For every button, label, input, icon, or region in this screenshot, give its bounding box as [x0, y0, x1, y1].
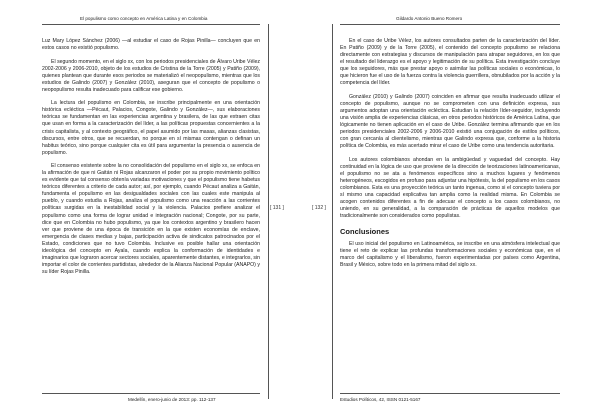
- paragraph: Luz Mary López Sánchez (2006) —al estudiar el caso de Rojas Pinilla— concluyen que en estos casos no existió populismo.: [42, 38, 260, 52]
- page-number: [ 132 ]: [312, 205, 326, 211]
- body-text: [340, 38, 560, 275]
- running-head: Gildardo Antonio Bueno Romero: [396, 16, 463, 21]
- paragraph: El uso inicial del populismo en Latinoamérica, se inscribe en una atmósfera intelectual que tiene el reto de explicar las profundas transformaciones sociales y económicas que, en el marco del capitalismo y el liberalismo, fueron experimentadas por países como Argentina, Brasil y México, sobre todo en la primera mitad del siglo xx.: [340, 240, 560, 268]
- right-page: [300, 0, 600, 415]
- paragraph: Los autores colombianos ahondan en la ambigüedad y vaguedad del concepto. Hay continuidad en la lógica de uso que proviene de la dirección de teorizaciones latinoamericanas, el populismo no se ata a fenómenos específicos sino a muchos lugares y fenómenos heterogéneos, escogidos en profuso para adjuntar una hipótesis, la del populismo en los casos colombianos. Esta es una proyección teórica un tanto ingenua, como si el concepto tuviera por sí mismo una capacidad explicativa tan amplia como la realidad misma. En Colombia se acogen contenidos diferentes a fin de adecuar el concepto a los casos colombianos, no uniendo, en su generalidad, a la comparación de prácticas de aquellos modelos que tradicionalmente son considerados como populistas.: [340, 156, 560, 220]
- footer: Estudios Políticos, 42, ISSN 0121-5167: [340, 397, 421, 402]
- paragraph: El segundo momento, en el siglo xx, con los periodos presidenciales de Álvaro Uribe Vélez 2002-2006 y 2006-2010, objeto de los estudios de Cristina de la Torre (2005) y Patiño (2009), quienes plantean que durante esos periodos se materializó el neopopulismo, mientras que los estudios de Galindo (2007) y González (2010), aseguran que el concepto de populismo o neopopulismo resulta inadecuado para calificar ese gobierno.: [42, 58, 260, 93]
- footer-rule: [340, 393, 560, 394]
- body-text: [42, 38, 260, 282]
- page-number: [ 131 ]: [270, 205, 284, 211]
- margin-rule: [332, 24, 333, 399]
- header-rule: [42, 24, 260, 25]
- running-head: El populismo como concepto en América Latina y en Colombia: [80, 16, 208, 21]
- section-heading: Conclusiones: [340, 226, 390, 236]
- footer: Medellín, enero-junio de 2013: pp. 112-137: [128, 397, 216, 402]
- margin-rule: [268, 24, 269, 399]
- paragraph: González (2010) y Galindo (2007) coinciden en afirmar que resulta inadecuado utilizar el concepto de populismo, aunque no se comprometen con una definición expresa, sus argumentos adoptan una orientación ecléctica. Estudian la relación líder-seguidor, incluyendo una visión amplia de experiencias clásicas, en otros periodos históricos de América Latina, que lógicamente no tienen aplicación en el caso de Uribe. González termina afirmando que en los periodos presidenciales 2002-2006 y 2006-2010 existió una conjugación de estilos políticos, con gran cercanía al clientelismo, mientras que Galindo expresa que, conforme a la historia política de Colombia, es más acertado mirar el caso de Uribe como una tendencia autoritaria.: [340, 93, 560, 150]
- paragraph: La lectura del populismo en Colombia, se inscribe principalmente en una orientación histórica ecléctica —Pécaut, Palacios, Congote, Galindo y González—, sus elaboraciones teóricas se fundamentan en las experiencias argentina y brasilera, de las que extraen citas que usan en forma a la caracterización del líder, a las políticas propuestas concernientes a la crisis capitalista, y al contexto geográfico, el papel asumido por las masas, alianzas clasistas, discursos, entre otros, que se recuerdan, no porque en sí mismas contengan o definan un habitus teórico, sino porque cualquier cita es útil para argumentar la presencia o ausencia de populismo.: [42, 100, 260, 156]
- header-rule: [340, 24, 560, 25]
- paragraph: En el caso de Uribe Vélez, los autores consultados parten de la caracterización del líder. En Patiño (2009) y de la Torre (2005), el contenido del concepto populismo se relaciona directamente con estrategias y discursos de manipulación para atrapar seguidores, en los que el resultado del liderazgo es el apoyo y legitimación de su política. Esta investigación concluye que los seguidores, más que prestar apoyo o asimilar las políticas sociales o económicas, lo que hicieron fue el uso de la fuerza contra la violencia guerrillera, obnubilados por la acción y la competencia del líder.: [340, 38, 560, 87]
- paragraph: El consenso existente sobre la no consolidación del populismo en el siglo xx, se enfoca en la afirmación de que ni Gaitán ni Rojas alcanzaron el poder por su propio movimiento político es evidente que tal consenso obtenía variadas motivaciones y que el populismo tiene habetus teóricos diferentes a criterio de cada autor; así, por ejemplo, cuando Pécaut analiza a Gaitán, fundamenta el populismo en las desigualdades sociales con las cuales este manipula al pueblo, y cuando estudia a Rojas, analiza el populismo como una reacción a las corrientes políticas surgidas en la inestabilidad social y la violencia. Palacios prefiere analizar el populismo como una forma de lograr unidad e integración nacional; Congote, por su parte, dice que en Colombia no hubo populismo, ya que los contextos argentino y brasilero hacen ver que proviene de una época de transición en la que existen economías de enclave, emergencia de clases medias y bajas, participación activa de sindicatos patrocinados por el Estado, condiciones que no tuvo Colombia. Inclusive es posible hallar una orientación ideológica del concepto en Ayala, cuando explica la conformación de identidades e imaginarios que lograron acercar sectores sociales, aparentemente distantes, e integrarlos, sin importar el color de corrientes partidistas, alrededor de la Alianza Nacional Popular (ANAPO) y su líder Rojas Pinilla.: [42, 163, 260, 275]
- footer-rule: [42, 393, 260, 394]
